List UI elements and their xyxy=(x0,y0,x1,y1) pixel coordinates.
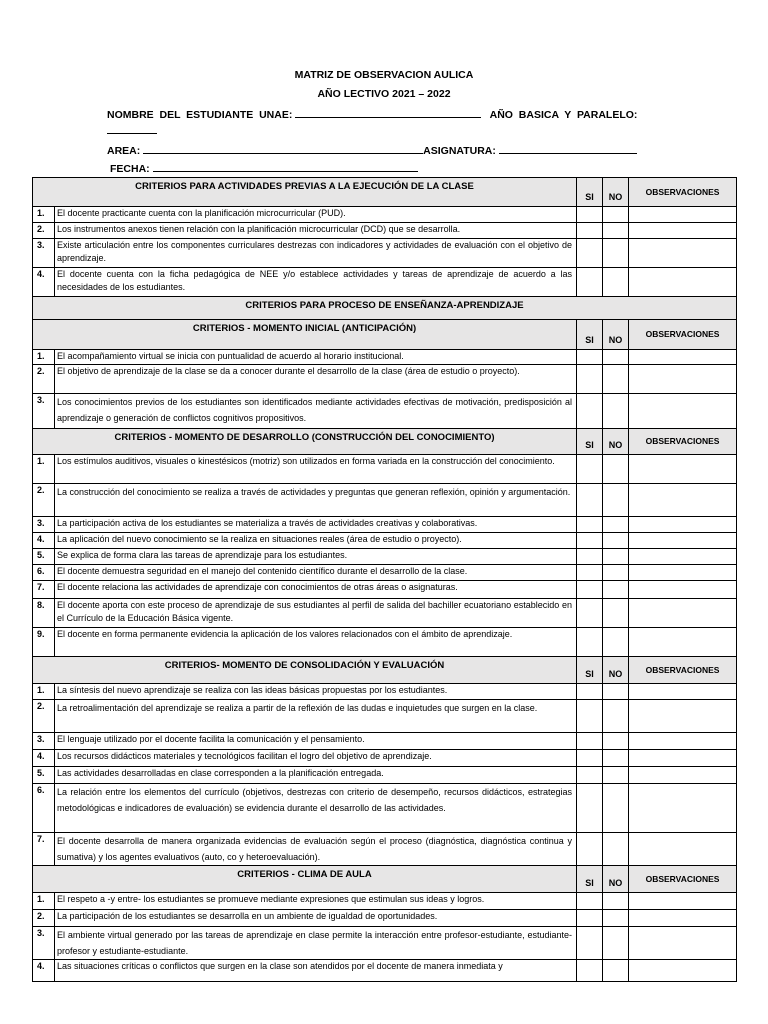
obs-cell[interactable] xyxy=(629,628,737,657)
section-title: CRITERIOS - MOMENTO DE DESARROLLO (CONSTRUCCIÓN DEL CONOCIMIENTO) xyxy=(33,429,577,455)
col-observaciones: OBSERVACIONES xyxy=(629,657,737,684)
obs-cell[interactable] xyxy=(629,893,737,910)
table-row xyxy=(33,684,737,700)
item-number: 2. xyxy=(33,700,55,733)
item-number: 6. xyxy=(33,784,55,833)
no-cell[interactable] xyxy=(603,365,629,394)
no-cell[interactable] xyxy=(603,565,629,581)
date-row xyxy=(110,160,430,175)
no-cell[interactable] xyxy=(603,533,629,549)
obs-cell[interactable] xyxy=(629,207,737,223)
grade-field[interactable] xyxy=(107,122,157,134)
table-row xyxy=(33,927,737,960)
item-number: 3. xyxy=(33,517,55,533)
item-number: 4. xyxy=(33,750,55,767)
item-text: La aplicación del nuevo conocimiento se la realiza en situaciones reales (área de estudio o proyecto). xyxy=(55,533,577,549)
col-si: SI xyxy=(577,866,603,893)
table-row xyxy=(33,565,737,581)
table-row xyxy=(33,910,737,927)
si-cell[interactable] xyxy=(577,533,603,549)
item-text: La construcción del conocimiento se realiza a través de actividades y preguntas que generan reflexión, opinión y argumentación. xyxy=(55,484,577,517)
obs-cell[interactable] xyxy=(629,733,737,750)
col-observaciones: OBSERVACIONES xyxy=(629,866,737,893)
obs-cell[interactable] xyxy=(629,455,737,484)
obs-cell[interactable] xyxy=(629,833,737,866)
si-cell[interactable] xyxy=(577,750,603,767)
col-si: SI xyxy=(577,178,603,207)
no-cell[interactable] xyxy=(603,239,629,268)
item-text: Se explica de forma clara las tareas de aprendizaje para los estudiantes. xyxy=(55,549,577,565)
obs-cell[interactable] xyxy=(629,784,737,833)
col-si: SI xyxy=(577,657,603,684)
no-cell[interactable] xyxy=(603,599,629,628)
no-cell[interactable] xyxy=(603,394,629,429)
si-cell[interactable] xyxy=(577,960,603,982)
item-text: El docente practicante cuenta con la planificación microcurricular (PUD). xyxy=(55,207,577,223)
table-row xyxy=(33,893,737,910)
col-observaciones: OBSERVACIONES xyxy=(629,178,737,207)
item-number: 1. xyxy=(33,684,55,700)
item-text: El docente desarrolla de manera organizada evidencias de evaluación según el proceso (diagnóstica, diagnóstica continua y sumativa) y los agentes evaluativos (auto, co y heteroevaluación). xyxy=(55,833,577,866)
si-cell[interactable] xyxy=(577,223,603,239)
item-number: 2. xyxy=(33,365,55,394)
item-text: La relación entre los elementos del currículo (objetivos, destrezas con criterio de desempeño, recursos didácticos, estrategias metodológicas e indicadores de evaluación) se evidencia durante el desarrollo de las actividades. xyxy=(55,784,577,833)
no-cell[interactable] xyxy=(603,581,629,599)
obs-cell[interactable] xyxy=(629,239,737,268)
item-text: La participación activa de los estudiantes se materializa a través de actividades creativas y colaborativas. xyxy=(55,517,577,533)
item-number: 3. xyxy=(33,733,55,750)
item-text: Las situaciones críticas o conflictos que surgen en la clase son atendidos por el docente de manera inmediata y xyxy=(55,960,577,982)
item-text: Los instrumentos anexos tienen relación con la planificación microcurricular (DCD) que se desarrolla. xyxy=(55,223,577,239)
school-year: AÑO LECTIVO 2021 – 2022 xyxy=(317,88,451,100)
si-cell[interactable] xyxy=(577,268,603,297)
grade-row xyxy=(107,122,157,137)
subject-field[interactable] xyxy=(499,142,637,154)
si-cell[interactable] xyxy=(577,565,603,581)
si-cell[interactable] xyxy=(577,517,603,533)
obs-cell[interactable] xyxy=(629,223,737,239)
section-header-proceso xyxy=(33,297,737,320)
no-cell[interactable] xyxy=(603,268,629,297)
no-cell[interactable] xyxy=(603,833,629,866)
section-header-desarrollo xyxy=(33,429,737,455)
obs-cell[interactable] xyxy=(629,750,737,767)
no-cell[interactable] xyxy=(603,628,629,657)
obs-cell[interactable] xyxy=(629,533,737,549)
si-cell[interactable] xyxy=(577,733,603,750)
si-cell[interactable] xyxy=(577,628,603,657)
table-row xyxy=(33,394,737,429)
table-row xyxy=(33,239,737,268)
si-cell[interactable] xyxy=(577,684,603,700)
si-cell[interactable] xyxy=(577,599,603,628)
si-cell[interactable] xyxy=(577,350,603,365)
si-cell[interactable] xyxy=(577,484,603,517)
obs-cell[interactable] xyxy=(629,599,737,628)
no-cell[interactable] xyxy=(603,750,629,767)
section-header-consolidacion xyxy=(33,657,737,684)
obs-cell[interactable] xyxy=(629,767,737,784)
item-number: 3. xyxy=(33,239,55,268)
col-observaciones: OBSERVACIONES xyxy=(629,320,737,350)
item-text: La participación de los estudiantes se desarrolla en un ambiente de igualdad de oportunidades. xyxy=(55,910,577,927)
date-field[interactable] xyxy=(153,160,418,172)
item-number: 2. xyxy=(33,910,55,927)
table-row xyxy=(33,960,737,982)
col-no: NO xyxy=(603,178,629,207)
student-label: NOMBRE DEL ESTUDIANTE UNAE: xyxy=(107,109,293,121)
table-row xyxy=(33,628,737,657)
si-cell[interactable] xyxy=(577,767,603,784)
table-row xyxy=(33,223,737,239)
table-row xyxy=(33,784,737,833)
obs-cell[interactable] xyxy=(629,910,737,927)
section-header-previas xyxy=(33,178,737,207)
section-title: CRITERIOS - MOMENTO INICIAL (ANTICIPACIÓN) xyxy=(33,320,577,350)
item-number: 4. xyxy=(33,533,55,549)
item-text: Los recursos didácticos materiales y tecnológicos facilitan el logro del objetivo de aprendizaje. xyxy=(55,750,577,767)
no-cell[interactable] xyxy=(603,517,629,533)
table-row xyxy=(33,533,737,549)
table-row xyxy=(33,599,737,628)
col-si: SI xyxy=(577,320,603,350)
item-number: 1. xyxy=(33,207,55,223)
item-text: El acompañamiento virtual se inicia con puntualidad de acuerdo al horario institucional. xyxy=(55,350,577,365)
si-cell[interactable] xyxy=(577,893,603,910)
section-title: CRITERIOS PARA ACTIVIDADES PREVIAS A LA EJECUCIÓN DE LA CLASE xyxy=(33,178,577,207)
item-number: 5. xyxy=(33,767,55,784)
no-cell[interactable] xyxy=(603,767,629,784)
item-number: 1. xyxy=(33,350,55,365)
si-cell[interactable] xyxy=(577,549,603,565)
si-cell[interactable] xyxy=(577,455,603,484)
no-cell[interactable] xyxy=(603,784,629,833)
item-text: Existe articulación entre los componentes curriculares destrezas con indicadores y actividades de evaluación con el objetivo de aprendizaje. xyxy=(55,239,577,268)
student-row xyxy=(107,106,667,121)
item-number: 8. xyxy=(33,599,55,628)
no-cell[interactable] xyxy=(603,223,629,239)
item-number: 7. xyxy=(33,833,55,866)
si-cell[interactable] xyxy=(577,910,603,927)
section-title: CRITERIOS PARA PROCESO DE ENSEÑANZA-APRENDIZAJE xyxy=(33,297,737,320)
obs-cell[interactable] xyxy=(629,517,737,533)
table-row xyxy=(33,700,737,733)
item-text: El ambiente virtual generado por las tareas de aprendizaje en clase permite la interacción entre profesor-estudiante, estudiante-profesor y estudiante-estudiante. xyxy=(55,927,577,960)
table-row xyxy=(33,733,737,750)
table-row xyxy=(33,549,737,565)
item-number: 5. xyxy=(33,549,55,565)
item-number: 3. xyxy=(33,394,55,429)
item-number: 1. xyxy=(33,455,55,484)
col-no: NO xyxy=(603,429,629,455)
item-number: 9. xyxy=(33,628,55,657)
obs-cell[interactable] xyxy=(629,960,737,982)
col-no: NO xyxy=(603,320,629,350)
subject-label: ASIGNATURA: xyxy=(423,145,496,157)
item-number: 6. xyxy=(33,565,55,581)
item-text: El docente aporta con este proceso de aprendizaje de sus estudiantes al perfil de salida del bachiller ecuatoriano establecido en el Currículo de la Educación Básica vigente. xyxy=(55,599,577,628)
item-text: La retroalimentación del aprendizaje se realiza a partir de la reflexión de las dudas e inquietudes que surgen en la clase. xyxy=(55,700,577,733)
table-row xyxy=(33,207,737,223)
col-no: NO xyxy=(603,657,629,684)
item-text: El respeto a -y entre- los estudiantes se promueve mediante expresiones que estimulan sus ideas y logros. xyxy=(55,893,577,910)
no-cell[interactable] xyxy=(603,893,629,910)
no-cell[interactable] xyxy=(603,700,629,733)
item-text: Las actividades desarrolladas en clase corresponden a la planificación entregada. xyxy=(55,767,577,784)
item-number: 4. xyxy=(33,268,55,297)
item-text: El docente demuestra seguridad en el manejo del contenido científico durante el desarrollo de la clase. xyxy=(55,565,577,581)
obs-cell[interactable] xyxy=(629,365,737,394)
area-field[interactable] xyxy=(143,142,423,154)
document-title: MATRIZ DE OBSERVACION AULICA xyxy=(294,69,474,81)
no-cell[interactable] xyxy=(603,549,629,565)
area-row xyxy=(107,142,667,157)
no-cell[interactable] xyxy=(603,455,629,484)
no-cell[interactable] xyxy=(603,733,629,750)
si-cell[interactable] xyxy=(577,207,603,223)
no-cell[interactable] xyxy=(603,484,629,517)
no-cell[interactable] xyxy=(603,960,629,982)
obs-cell[interactable] xyxy=(629,549,737,565)
observation-matrix xyxy=(32,177,737,982)
obs-cell[interactable] xyxy=(629,565,737,581)
no-cell[interactable] xyxy=(603,684,629,700)
col-observaciones: OBSERVACIONES xyxy=(629,429,737,455)
obs-cell[interactable] xyxy=(629,268,737,297)
item-number: 1. xyxy=(33,893,55,910)
si-cell[interactable] xyxy=(577,700,603,733)
item-number: 2. xyxy=(33,223,55,239)
obs-cell[interactable] xyxy=(629,927,737,960)
table-row xyxy=(33,581,737,599)
grade-label: AÑO BASICA Y PARALELO: xyxy=(489,109,638,121)
table-row xyxy=(33,767,737,784)
obs-cell[interactable] xyxy=(629,350,737,365)
si-cell[interactable] xyxy=(577,365,603,394)
area-label: AREA: xyxy=(107,145,141,157)
si-cell[interactable] xyxy=(577,833,603,866)
si-cell[interactable] xyxy=(577,394,603,429)
no-cell[interactable] xyxy=(603,350,629,365)
obs-cell[interactable] xyxy=(629,484,737,517)
item-text: La síntesis del nuevo aprendizaje se realiza con las ideas básicas propuestas por los estudiantes. xyxy=(55,684,577,700)
item-number: 7. xyxy=(33,581,55,599)
no-cell[interactable] xyxy=(603,927,629,960)
table-row xyxy=(33,484,737,517)
item-text: El docente cuenta con la ficha pedagógica de NEE y/o establece actividades y tareas de aprendizaje de acuerdo a las necesidades de los estudiantes. xyxy=(55,268,577,297)
item-text: Los estímulos auditivos, visuales o kinestésicos (motriz) son utilizados en forma variada en la construcción del conocimiento. xyxy=(55,455,577,484)
student-name-field[interactable] xyxy=(295,106,481,118)
item-text: Los conocimientos previos de los estudiantes son identificados mediante actividades efectivas de motivación, predisposición al aprendizaje o generación de conflictos cognitivos propositivos. xyxy=(55,394,577,429)
obs-cell[interactable] xyxy=(629,700,737,733)
section-title: CRITERIOS - CLIMA DE AULA xyxy=(33,866,577,893)
table-row xyxy=(33,517,737,533)
obs-cell[interactable] xyxy=(629,581,737,599)
si-cell[interactable] xyxy=(577,239,603,268)
item-number: 4. xyxy=(33,960,55,982)
no-cell[interactable] xyxy=(603,910,629,927)
item-text: El objetivo de aprendizaje de la clase se da a conocer durante el desarrollo de la clase (área de estudio o proyecto). xyxy=(55,365,577,394)
table-row xyxy=(33,365,737,394)
section-header-inicial xyxy=(33,320,737,350)
table-row xyxy=(33,455,737,484)
table-row xyxy=(33,350,737,365)
col-no: NO xyxy=(603,866,629,893)
no-cell[interactable] xyxy=(603,207,629,223)
obs-cell[interactable] xyxy=(629,394,737,429)
item-number: 3. xyxy=(33,927,55,960)
col-si: SI xyxy=(577,429,603,455)
si-cell[interactable] xyxy=(577,581,603,599)
section-title: CRITERIOS- MOMENTO DE CONSOLIDACIÓN Y EVALUACIÓN xyxy=(33,657,577,684)
section-header-clima xyxy=(33,866,737,893)
si-cell[interactable] xyxy=(577,784,603,833)
table-row xyxy=(33,750,737,767)
item-text: El lenguaje utilizado por el docente facilita la comunicación y el pensamiento. xyxy=(55,733,577,750)
table-row xyxy=(33,833,737,866)
date-label: FECHA: xyxy=(110,163,150,175)
item-text: El docente relaciona las actividades de aprendizaje con conocimientos de otras áreas o asignaturas. xyxy=(55,581,577,599)
item-text: El docente en forma permanente evidencia la aplicación de los valores relacionados con el ámbito de aprendizaje. xyxy=(55,628,577,657)
item-number: 2. xyxy=(33,484,55,517)
si-cell[interactable] xyxy=(577,927,603,960)
obs-cell[interactable] xyxy=(629,684,737,700)
table-row xyxy=(33,268,737,297)
